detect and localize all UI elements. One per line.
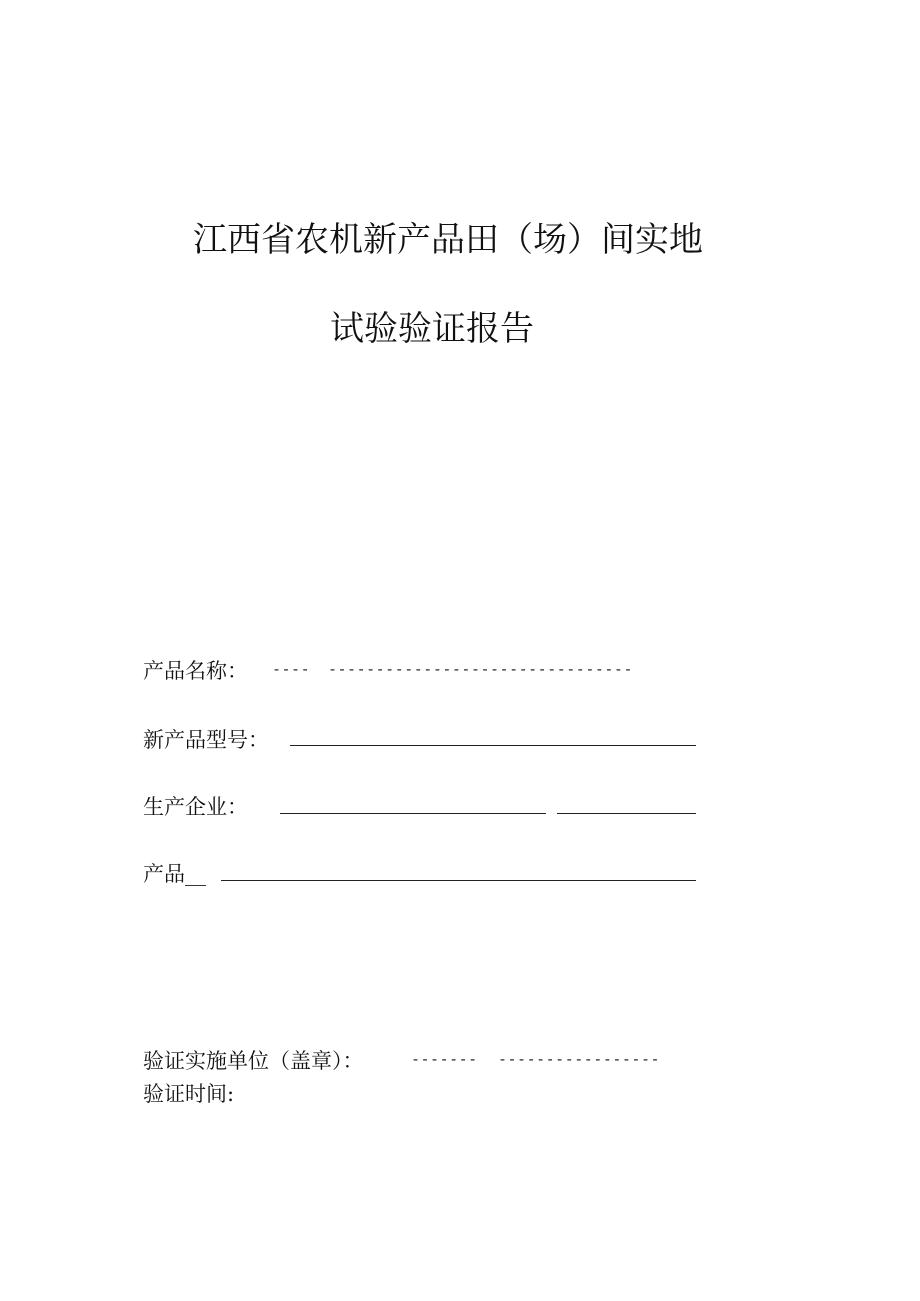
report-title-line-1: 江西省农机新产品田（场）间实地	[193, 220, 703, 260]
manufacturer-label: 生产企业：	[143, 795, 248, 819]
product-name-fill-b: --------------------------------	[328, 660, 633, 678]
product-name-fill-a: ----	[272, 660, 311, 678]
manufacturer-underline-b	[557, 813, 696, 814]
report-title-line-2: 试验验证报告	[330, 309, 534, 349]
model-underline	[290, 745, 696, 746]
verifier-label: 验证实施单位（盖章）：	[143, 1049, 364, 1073]
product-name-label: 产品名称：	[143, 659, 248, 683]
model-label: 新产品型号：	[143, 728, 269, 752]
verifier-fill-b: -----------------	[498, 1050, 661, 1068]
product-underline	[221, 880, 696, 881]
verifier-fill-a: -------	[411, 1050, 478, 1068]
verify-time-label: 验证时间:	[143, 1082, 235, 1106]
product-label: 产品__	[143, 862, 206, 886]
manufacturer-underline-a	[280, 813, 546, 814]
